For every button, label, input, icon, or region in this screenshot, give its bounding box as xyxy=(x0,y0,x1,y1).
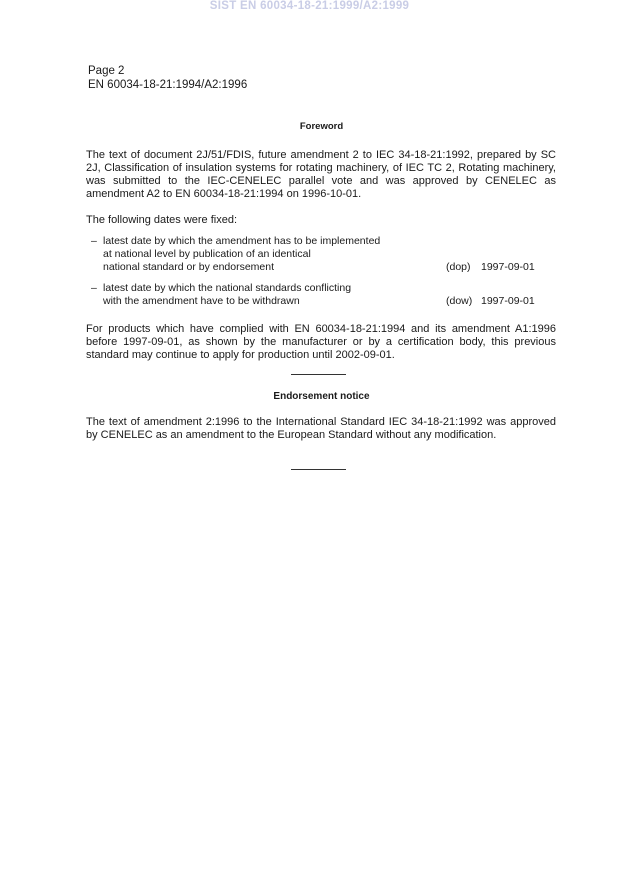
page-number: Page 2 xyxy=(88,65,125,77)
list-dash: – xyxy=(91,282,97,294)
foreword-paragraph: The text of document 2J/51/FDIS, future amendment 2 to IEC 34-18-21:1992, prepared by SC 2J, Classification of insulation systems for rotating machinery, of IEC TC 2, Rotating machinery, was submitted to the IEC-CENELEC parallel vote and was approved by CENELEC as amendment A2 to EN 60034-18-21:1994 on 1996-10-01. xyxy=(86,149,556,200)
date-item-line: latest date by which the amendment has to be implemented xyxy=(103,235,381,247)
list-dash: – xyxy=(91,235,97,247)
section-divider xyxy=(291,374,346,375)
date-item-text xyxy=(103,235,433,274)
endorsement-heading: Endorsement notice xyxy=(273,391,370,402)
page-header xyxy=(88,64,247,92)
date-item-text xyxy=(103,282,433,308)
standard-reference: EN 60034-18-21:1994/A2:1996 xyxy=(88,79,248,91)
date-value: 1997-09-01 xyxy=(481,295,535,307)
date-item-line: with the amendment have to be withdrawn xyxy=(103,295,300,307)
date-code: (dop) xyxy=(446,261,471,273)
endorsement-paragraph: The text of amendment 2:1996 to the International Standard IEC 34-18-21:1992 was approved by CENELEC as an amendment to the European Standard without any modification. xyxy=(86,416,556,441)
end-divider xyxy=(291,469,346,470)
date-item-line: latest date by which the national standards conflicting xyxy=(103,282,352,294)
dates-intro: The following dates were fixed: xyxy=(86,214,238,226)
transition-paragraph: For products which have complied with EN 60034-18-21:1994 and its amendment A1:1996 before 1997-09-01, as shown by the manufacturer or by a certification body, this previous standard may continue to apply for production until 2002-09-01. xyxy=(86,323,556,361)
watermark: SIST EN 60034-18-21:1999/A2:1999 xyxy=(209,0,410,12)
foreword-heading: Foreword xyxy=(299,121,344,132)
date-item-dop xyxy=(91,235,547,275)
date-item-dow xyxy=(91,282,547,310)
date-item-line: national standard or by endorsement xyxy=(103,261,275,273)
date-value: 1997-09-01 xyxy=(481,261,535,273)
date-item-line: at national level by publication of an identical xyxy=(103,248,311,260)
date-code: (dow) xyxy=(446,295,473,307)
